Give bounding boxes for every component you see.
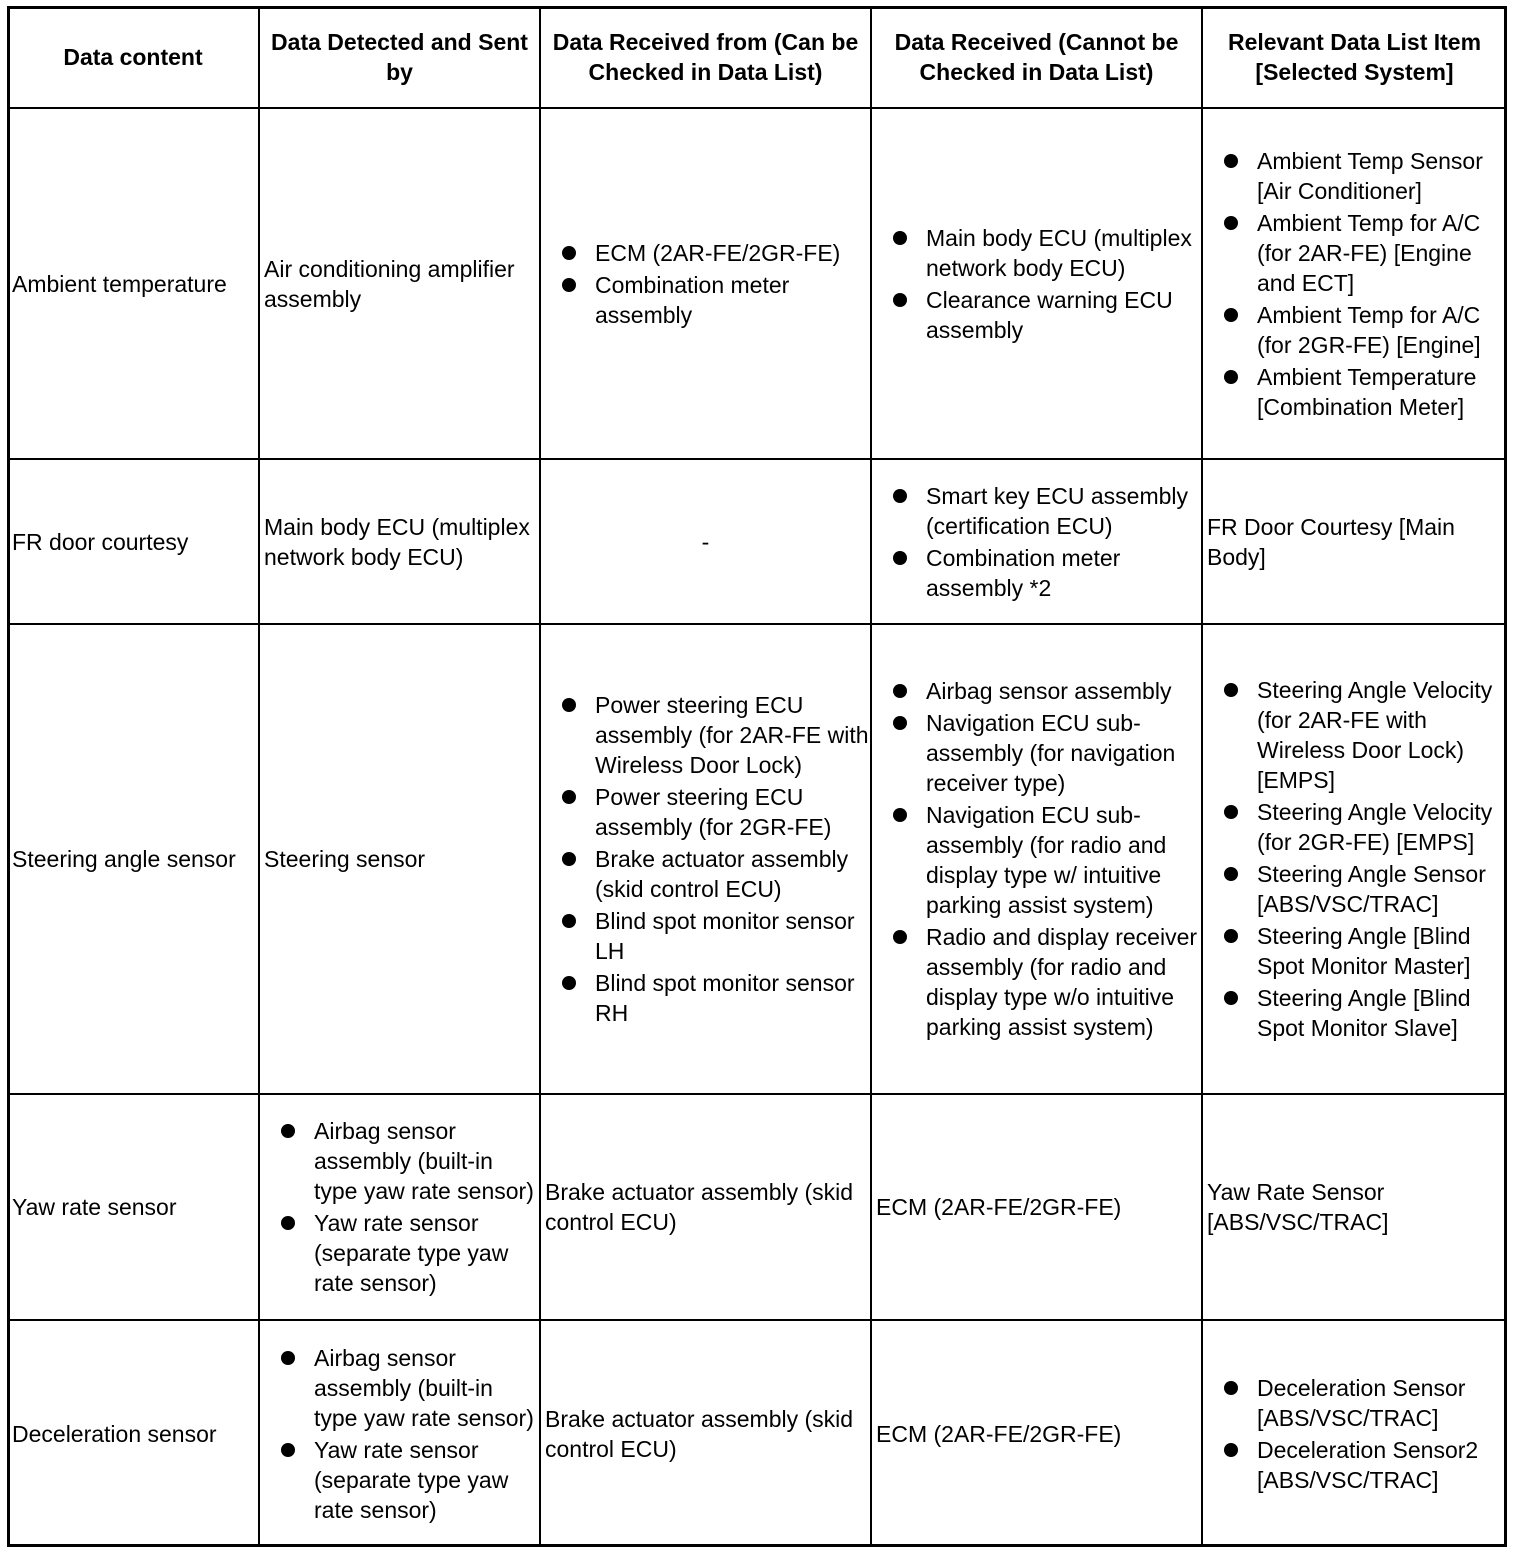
bullet-item: Combination meter assembly *2 xyxy=(871,543,1202,603)
header-label: Relevant Data List Item [Selected System] xyxy=(1227,29,1482,85)
header-received-unchecked xyxy=(871,6,1202,108)
cell-text: Main body ECU (multiplex network body ECU) xyxy=(264,513,530,570)
bullet-list xyxy=(540,236,871,332)
bullet-item: Ambient Temp for A/C (for 2GR-FE) [Engine] xyxy=(1202,300,1507,360)
cell-detected-sent-by xyxy=(259,108,540,459)
bullet-item: Airbag sensor assembly xyxy=(871,676,1202,706)
bullet-item: Yaw rate sensor (separate type yaw rate sensor) xyxy=(259,1208,540,1298)
bullet-item: Deceleration Sensor [ABS/VSC/TRAC] xyxy=(1202,1373,1507,1433)
cell-text: FR door courtesy xyxy=(12,528,189,555)
bullet-list xyxy=(540,688,871,1030)
cell-text: Deceleration sensor xyxy=(12,1420,217,1447)
cell-text: ECM (2AR-FE/2GR-FE) xyxy=(876,1194,1122,1220)
cell-detected-sent-by xyxy=(259,1094,540,1320)
cell-text: Yaw rate sensor xyxy=(12,1194,177,1220)
bullet-item: Yaw rate sensor (separate type yaw rate sensor) xyxy=(259,1435,540,1525)
cell-data-list-item xyxy=(1202,459,1507,624)
bullet-item: Smart key ECU assembly (certification ECU) xyxy=(871,481,1202,541)
bullet-item: Airbag sensor assembly (built-in type yaw rate sensor) xyxy=(259,1343,540,1433)
cell-text: Steering sensor xyxy=(264,846,426,872)
cell-text: Brake actuator assembly (skid control ECU) xyxy=(545,1405,854,1462)
cell-detected-sent-by xyxy=(259,624,540,1094)
cell-text: Ambient temperature xyxy=(12,270,227,297)
bullet-item: Ambient Temp Sensor [Air Conditioner] xyxy=(1202,146,1507,206)
cell-data-list-item xyxy=(1202,1320,1507,1547)
bullet-list xyxy=(871,674,1202,1044)
bullet-item: Steering Angle [Blind Spot Monitor Slave] xyxy=(1202,983,1507,1043)
cell-received-checked xyxy=(540,624,871,1094)
bullet-item: ECM (2AR-FE/2GR-FE) xyxy=(540,238,871,268)
cell-received-checked xyxy=(540,1094,871,1320)
bullet-list xyxy=(871,221,1202,347)
bullet-list xyxy=(1202,1371,1507,1497)
cell-text: Yaw Rate Sensor [ABS/VSC/TRAC] xyxy=(1207,1179,1389,1235)
bullet-item: Power steering ECU assembly (for 2GR-FE) xyxy=(540,782,871,842)
bullet-list xyxy=(259,1114,540,1300)
bullet-item: Steering Angle Velocity (for 2GR-FE) [EMPS] xyxy=(1202,797,1507,857)
bullet-item: Ambient Temp for A/C (for 2AR-FE) [Engine and ECT] xyxy=(1202,208,1507,298)
bullet-item: Navigation ECU sub-assembly (for radio and display type w/ intuitive parking assist system) xyxy=(871,800,1202,920)
header-detected-sent-by xyxy=(259,6,540,108)
bullet-item: Navigation ECU sub-assembly (for navigation receiver type) xyxy=(871,708,1202,798)
cell-received-unchecked xyxy=(871,1320,1202,1547)
bullet-item: Brake actuator assembly (skid control ECU) xyxy=(540,844,871,904)
cell-data-content xyxy=(7,624,259,1094)
header-label: Data Received (Cannot be Checked in Data List) xyxy=(894,29,1179,85)
cell-text: FR Door Courtesy [Main Body] xyxy=(1207,513,1455,570)
header-label: Data content xyxy=(63,44,203,70)
bullet-item: Blind spot monitor sensor LH xyxy=(540,906,871,966)
cell-data-content xyxy=(7,108,259,459)
bullet-item: Steering Angle [Blind Spot Monitor Master] xyxy=(1202,921,1507,981)
bullet-item: Radio and display receiver assembly (for radio and display type w/o intuitive parking assist system) xyxy=(871,922,1202,1042)
header-data-list-item xyxy=(1202,6,1507,108)
cell-received-unchecked xyxy=(871,1094,1202,1320)
bullet-item: Steering Angle Sensor [ABS/VSC/TRAC] xyxy=(1202,859,1507,919)
bullet-item: Power steering ECU assembly (for 2AR-FE with Wireless Door Lock) xyxy=(540,690,871,780)
cell-received-unchecked xyxy=(871,624,1202,1094)
bullet-item: Steering Angle Velocity (for 2AR-FE with Wireless Door Lock) [EMPS] xyxy=(1202,675,1507,795)
cell-text: Steering angle sensor xyxy=(12,846,236,872)
cell-received-unchecked xyxy=(871,108,1202,459)
cell-data-content xyxy=(7,1094,259,1320)
cell-text: Air conditioning amplifier assembly xyxy=(264,255,515,312)
bullet-item: Combination meter assembly xyxy=(540,270,871,330)
header-label: Data Received from (Can be Checked in Data List) xyxy=(552,29,859,85)
header-received-checked xyxy=(540,6,871,108)
header-label: Data Detected and Sent by xyxy=(271,29,528,85)
cell-data-content xyxy=(7,1320,259,1547)
bullet-item: Clearance warning ECU assembly xyxy=(871,285,1202,345)
cell-received-checked xyxy=(540,459,871,624)
cell-detected-sent-by xyxy=(259,459,540,624)
cell-text: ECM (2AR-FE/2GR-FE) xyxy=(876,1420,1122,1447)
bullet-item: Blind spot monitor sensor RH xyxy=(540,968,871,1028)
bullet-list xyxy=(259,1341,540,1527)
cell-data-list-item xyxy=(1202,624,1507,1094)
cell-received-checked xyxy=(540,108,871,459)
bullet-item: Ambient Temperature [Combination Meter] xyxy=(1202,362,1507,422)
header-data-content xyxy=(7,6,259,108)
cell-text: Brake actuator assembly (skid control ECU) xyxy=(545,1179,854,1235)
bullet-item: Deceleration Sensor2 [ABS/VSC/TRAC] xyxy=(1202,1435,1507,1495)
bullet-list xyxy=(1202,673,1507,1045)
cell-received-unchecked xyxy=(871,459,1202,624)
bullet-list xyxy=(871,479,1202,605)
bullet-item: Airbag sensor assembly (built-in type yaw rate sensor) xyxy=(259,1116,540,1206)
cell-received-checked xyxy=(540,1320,871,1547)
cell-data-list-item xyxy=(1202,1094,1507,1320)
cell-data-content xyxy=(7,459,259,624)
cell-detected-sent-by xyxy=(259,1320,540,1547)
cell-data-list-item xyxy=(1202,108,1507,459)
cell-text: - xyxy=(701,528,710,555)
bullet-item: Main body ECU (multiplex network body ECU) xyxy=(871,223,1202,283)
bullet-list xyxy=(1202,144,1507,424)
